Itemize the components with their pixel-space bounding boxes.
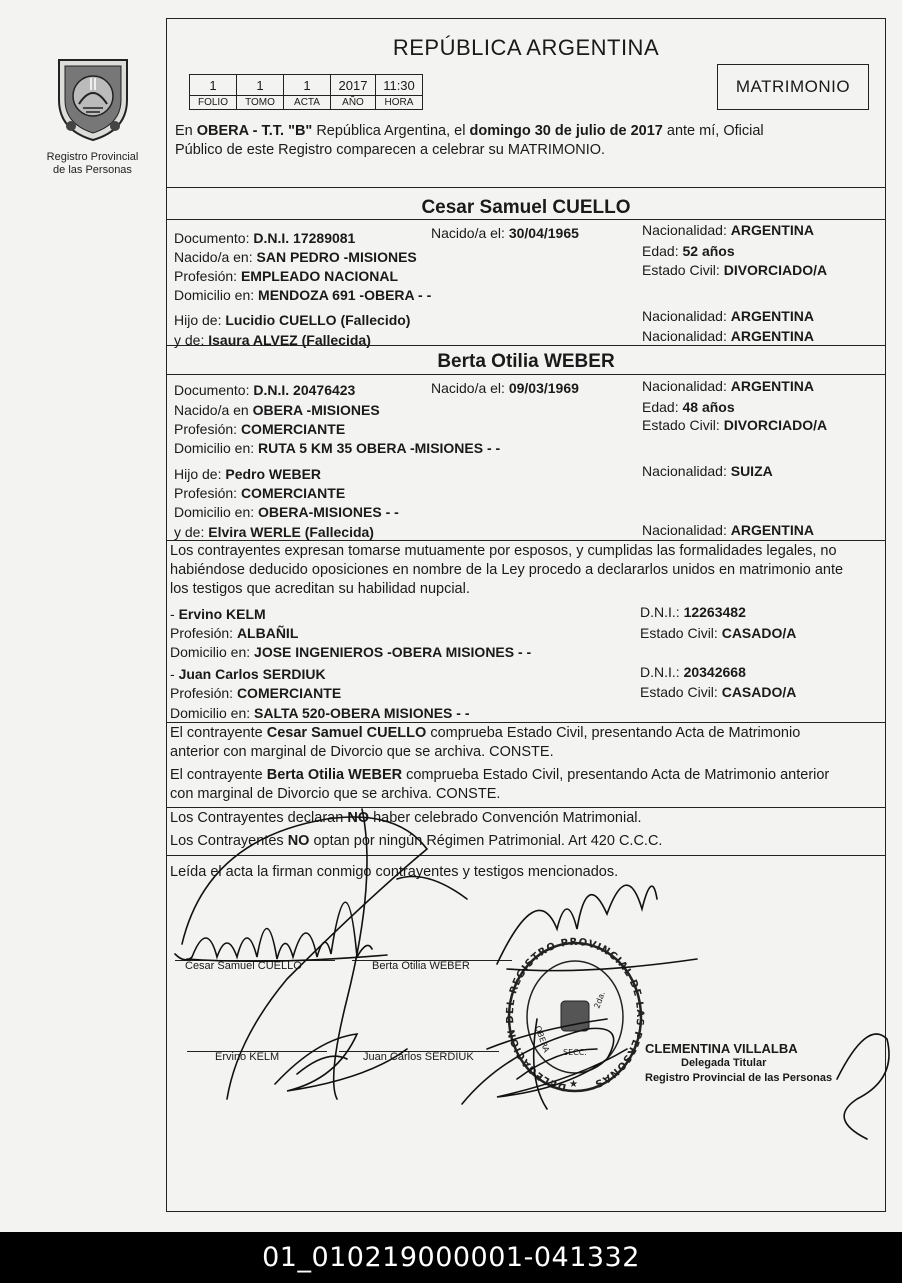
bride-nationality: Nacionalidad: ARGENTINA bbox=[642, 378, 814, 394]
witness-2-dni: D.N.I.: 20342668 bbox=[640, 664, 746, 680]
svg-text:DELEGACION DEL REGISTRO PROVIN: DELEGACION DEL REGISTRO PROVINCIAL DE LAS PERSONAS bbox=[505, 937, 645, 1093]
groom-nationality: Nacionalidad: ARGENTINA bbox=[642, 222, 814, 238]
witness-1-address: Domicilio en: JOSE INGENIEROS -OBERA MISIONES - - bbox=[170, 644, 532, 660]
bride-profession: Profesión: COMERCIANTE bbox=[174, 421, 346, 437]
tomo-value: 1 bbox=[237, 75, 284, 96]
bride-document: Documento: D.N.I. 20476423 bbox=[174, 382, 356, 398]
registry-info-table bbox=[189, 74, 423, 110]
intro-paragraph: En OBERA - T.T. "B" República Argentina, el domingo 30 de julio de 2017 ante mí, Oficial Público de este Registro comparecen a celebrar su MATRIMONIO. bbox=[175, 123, 764, 158]
bride-father-address: Domicilio en: OBERA-MISIONES - - bbox=[174, 504, 399, 520]
intro-place: OBERA - T.T. "B" bbox=[196, 123, 313, 139]
divider bbox=[167, 855, 885, 856]
time-value: 11:30 bbox=[376, 75, 423, 96]
divider bbox=[167, 722, 885, 723]
signature-caption-witness-2: Juan Carlos SERDIUK bbox=[363, 1051, 474, 1063]
acta-label: ACTA bbox=[284, 96, 331, 110]
scan-footer-code: 01_010219000001-041332 bbox=[0, 1232, 902, 1283]
province-emblem-icon bbox=[53, 52, 133, 142]
groom-mother-nationality: Nacionalidad: ARGENTINA bbox=[642, 328, 814, 344]
groom-father-nationality: Nacionalidad: ARGENTINA bbox=[642, 308, 814, 324]
groom-father: Hijo de: Lucidio CUELLO (Fallecido) bbox=[174, 312, 411, 328]
bride-address: Domicilio en: RUTA 5 KM 35 OBERA -MISIONES - - bbox=[174, 440, 501, 456]
groom-birth-place: Nacido/a en: SAN PEDRO -MISIONES bbox=[174, 249, 417, 265]
svg-text:SECC.: SECC. bbox=[563, 1048, 587, 1057]
document-title: REPÚBLICA ARGENTINA bbox=[392, 35, 660, 60]
document-type-box: MATRIMONIO bbox=[717, 64, 869, 110]
matrimonial-convention-line: Los Contrayentes declaran NO haber celebrado Convención Matrimonial. bbox=[170, 810, 642, 826]
bride-father: Hijo de: Pedro WEBER bbox=[174, 466, 322, 482]
divider bbox=[167, 540, 885, 541]
groom-civil-status-note: El contrayente Cesar Samuel CUELLO comprueba Estado Civil, presentando Acta de Matrimonio anterior con marginal de Divorcio que se archiva. CONSTE. bbox=[170, 725, 801, 760]
bride-civil-status-note: El contrayente Berta Otilia WEBER comprueba Estado Civil, presentando Acta de Matrimonio anterior con marginal de Divorcio que se archiva. CONSTE. bbox=[170, 767, 830, 802]
bride-mother: y de: Elvira WERLE (Fallecida) bbox=[174, 524, 374, 540]
witness-2-civil-status: Estado Civil: CASADO/A bbox=[640, 684, 797, 700]
registry-seal bbox=[505, 937, 645, 1097]
time-label: HORA bbox=[376, 96, 423, 110]
divider bbox=[167, 807, 885, 808]
witness-1-name: - Ervino KELM bbox=[170, 606, 266, 622]
witness-2-profession: Profesión: COMERCIANTE bbox=[170, 685, 342, 701]
logo-caption: Registro Provincial de las Personas bbox=[46, 151, 139, 176]
intro-date: domingo 30 de julio de 2017 bbox=[469, 123, 663, 139]
year-value: 2017 bbox=[331, 75, 376, 96]
bride-age: Edad: 48 años bbox=[642, 399, 735, 415]
divider bbox=[167, 219, 885, 220]
closing-statement: Leída el acta la firman conmigo contrayentes y testigos mencionados. bbox=[170, 864, 619, 880]
svg-text:2da.: 2da. bbox=[592, 990, 607, 1010]
official-stamp bbox=[645, 1041, 832, 1086]
folio-label: FOLIO bbox=[190, 96, 237, 110]
groom-mother: y de: Isaura ALVEZ (Fallecida) bbox=[174, 332, 371, 348]
groom-birth-date: Nacido/a el: 30/04/1965 bbox=[431, 225, 579, 241]
groom-document: Documento: D.N.I. 17289081 bbox=[174, 230, 356, 246]
svg-text:★: ★ bbox=[569, 1079, 578, 1090]
official-organization: Registro Provincial de las Personas bbox=[645, 1072, 833, 1084]
groom-profession: Profesión: EMPLEADO NACIONAL bbox=[174, 268, 399, 284]
groom-name-heading: Cesar Samuel CUELLO bbox=[421, 197, 631, 218]
official-name: CLEMENTINA VILLALBA bbox=[645, 1041, 798, 1056]
registry-logo bbox=[40, 52, 145, 177]
bride-birth-date: Nacido/a el: 09/03/1969 bbox=[431, 380, 579, 396]
official-title: Delegada Titular bbox=[681, 1057, 767, 1069]
bride-father-nationality: Nacionalidad: SUIZA bbox=[642, 463, 773, 479]
signature-caption-groom: Cesar Samuel CUELLO bbox=[185, 960, 302, 972]
folio-value: 1 bbox=[190, 75, 237, 96]
groom-address: Domicilio en: MENDOZA 691 -OBERA - - bbox=[174, 287, 432, 303]
witness-2-name: - Juan Carlos SERDIUK bbox=[170, 666, 326, 682]
declaration-paragraph: Los contrayentes expresan tomarse mutuamente por esposos, y cumplidas las formalidades legales, no habiéndose deducido oposiciones en nombre de la Ley procedo a declararlos unidos en matrimonio ante los testigos que acreditan su habilidad nupcial. bbox=[170, 543, 844, 597]
year-label: AÑO bbox=[331, 96, 376, 110]
divider bbox=[167, 187, 885, 188]
witness-1-dni: D.N.I.: 12263482 bbox=[640, 604, 746, 620]
groom-age: Edad: 52 años bbox=[642, 243, 735, 259]
signature-caption-bride: Berta Otilia WEBER bbox=[372, 960, 470, 972]
witness-1-civil-status: Estado Civil: CASADO/A bbox=[640, 625, 797, 641]
tomo-label: TOMO bbox=[237, 96, 284, 110]
patrimonial-regime-line: Los Contrayentes NO optan por ningún Régimen Patrimonial. Art 420 C.C.C. bbox=[170, 833, 663, 849]
bride-civil-status: Estado Civil: DIVORCIADO/A bbox=[642, 417, 828, 433]
bride-mother-nationality: Nacionalidad: ARGENTINA bbox=[642, 522, 814, 538]
bride-birth-place: Nacido/a en OBERA -MISIONES bbox=[174, 402, 380, 418]
svg-text:OBERA: OBERA bbox=[533, 1024, 551, 1054]
divider bbox=[167, 345, 885, 346]
acta-value: 1 bbox=[284, 75, 331, 96]
witness-2-address: Domicilio en: SALTA 520-OBERA MISIONES - - bbox=[170, 705, 470, 721]
witness-1-profession: Profesión: ALBAÑIL bbox=[170, 625, 299, 641]
bride-father-profession: Profesión: COMERCIANTE bbox=[174, 485, 346, 501]
groom-civil-status: Estado Civil: DIVORCIADO/A bbox=[642, 262, 828, 278]
bride-name-heading: Berta Otilia WEBER bbox=[437, 351, 615, 372]
certificate-frame bbox=[166, 18, 886, 1212]
signature-caption-witness-1: Ervino KELM bbox=[215, 1051, 280, 1063]
divider bbox=[167, 374, 885, 375]
